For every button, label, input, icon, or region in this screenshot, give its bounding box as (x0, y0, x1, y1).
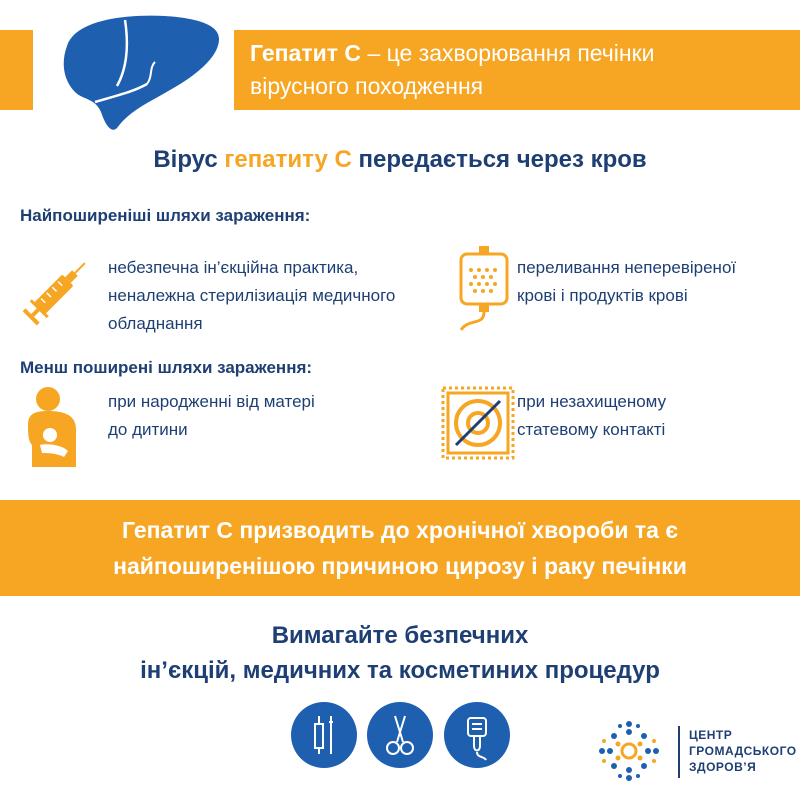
razor-circle (444, 702, 510, 768)
syringe-icon (18, 250, 98, 330)
item-line: при народженні від матері (108, 392, 315, 411)
syringe-circle (291, 702, 357, 768)
logo-line: ЦЕНТР (689, 728, 733, 742)
demand-line: Вимагайте безпечних (271, 622, 529, 649)
band-line: найпоширенішою причиною цирозу і раку печінки (113, 553, 687, 579)
header-left-bar (0, 30, 33, 110)
public-health-center-logo (594, 716, 664, 786)
item-line: небезпечна ін’єкційна практика, (108, 258, 359, 277)
item-line: крові і продуктів крові (517, 286, 688, 305)
liver-icon (55, 6, 225, 134)
title-rest: – це захворювання печінки (361, 40, 655, 66)
logo-line: ГРОМАДСЬКОГО (689, 744, 797, 758)
syringe-needle-icon (291, 702, 357, 768)
item-line: до дитини (108, 420, 188, 439)
heading-part3: передається через кров (351, 146, 647, 173)
heading-part1: Вірус (153, 146, 225, 173)
scissors-icon (367, 702, 433, 768)
transfusion-text (517, 254, 797, 310)
demand-safe-procedures (0, 618, 800, 688)
injection-practice-text (108, 254, 448, 338)
item-line: обладнання (108, 314, 203, 333)
common-routes-label: Найпоширеніші шляхи зараження: (20, 206, 311, 225)
title-line2: вірусного походження (250, 73, 484, 99)
transmission-heading (0, 146, 800, 174)
heading-highlight: гепатиту С (224, 146, 352, 173)
scissors-circle (367, 702, 433, 768)
item-line: при незахищеному (517, 392, 667, 411)
title-bold: Гепатит С (250, 40, 362, 66)
logo-divider (678, 726, 680, 778)
item-line: неналежна стерилізиація медичного (108, 286, 396, 305)
less-common-routes-label: Менш поширені шляхи зараження: (20, 358, 313, 377)
item-line: статевому контакті (517, 420, 666, 439)
logo-text (689, 727, 797, 775)
item-line: переливання неперевіреної (517, 258, 737, 277)
header-title (250, 37, 790, 103)
condom-package-icon (440, 385, 516, 461)
mother-to-child-text (108, 388, 408, 444)
razor-icon (444, 702, 510, 768)
chronic-disease-text (0, 512, 800, 584)
demand-line: ін’єкцій, медичних та косметиних процедур (140, 657, 660, 684)
blood-bag-icon (455, 246, 515, 332)
mother-child-icon (22, 385, 84, 467)
unprotected-contact-text (517, 388, 797, 444)
logo-line: ЗДОРОВ’Я (689, 760, 757, 774)
band-line: Гепатит С призводить до хронічної хвороби та є (121, 517, 679, 543)
